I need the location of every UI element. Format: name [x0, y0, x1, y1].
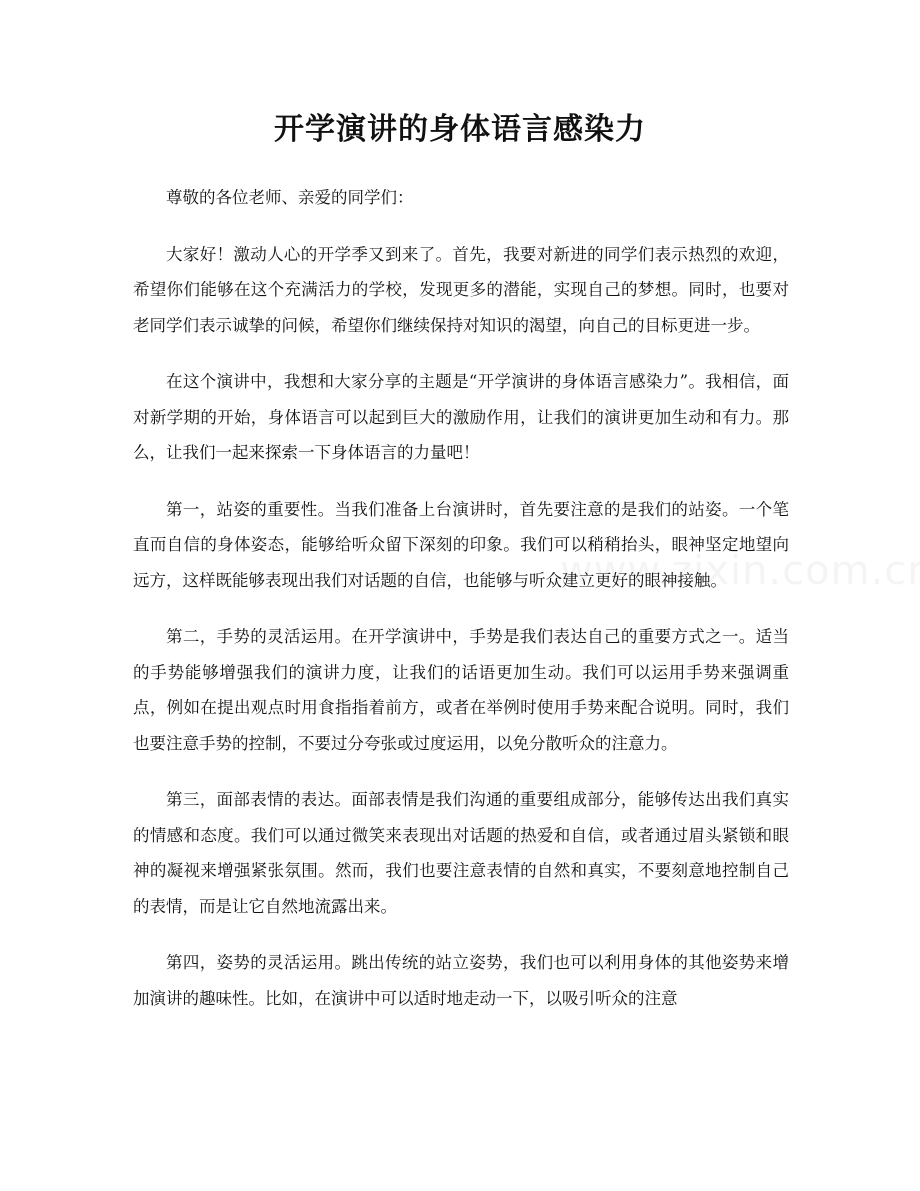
paragraph-facial-expression: 第三，面部表情的表达。面部表情是我们沟通的重要组成部分，能够传达出我们真实的情感和态度。我们可以通过微笑来表现出对话题的热爱和自信，或者通过眉头紧锁和眼神的凝视来增强紧张氛围。然而，我们也要注意表情的自然和真实，不要刻意地控制自己的表情，而是让它自然地流露出来。 — [133, 790, 789, 916]
paragraph-greeting: 大家好！激动人心的开学季又到来了。首先，我要对新进的同学们表示热烈的欢迎，希望你们能够在这个充满活力的学校，发现更多的潜能，实现自己的梦想。同时，也要对老同学们表示诚挚的问候，希望你们继续保持对知识的渴望，向自己的目标更进一步。 — [133, 244, 789, 335]
paragraph-gestures: 第二，手势的灵活运用。在开学演讲中，手势是我们表达自己的重要方式之一。适当的手势能够增强我们的演讲力度，让我们的话语更加生动。我们可以运用手势来强调重点，例如在提出观点时用食指指着前方，或者在举例时使用手势来配合说明。同时，我们也要注意手势的控制，不要过分夸张或过度运用，以免分散听众的注意力。 — [133, 627, 789, 753]
document-title: 开学演讲的身体语言感染力 — [274, 112, 646, 147]
salutation: 尊敬的各位老师、亲爱的同学们： — [166, 188, 414, 207]
document-body — [133, 180, 789, 1037]
paragraph-posture: 第一，站姿的重要性。当我们准备上台演讲时，首先要注意的是我们的站姿。一个笔直而自信的身体姿态，能够给听众留下深刻的印象。我们可以稍稍抬头，眼神坚定地望向远方，这样既能够表现出我们对话题的自信，也能够与听众建立更好的眼神接触。 — [133, 499, 789, 590]
paragraph-movement: 第四，姿势的灵活运用。跳出传统的站立姿势，我们也可以利用身体的其他姿势来增加演讲的趣味性。比如，在演讲中可以适时地走动一下，以吸引听众的注意 — [133, 953, 789, 1008]
paragraph-topic: 在这个演讲中，我想和大家分享的主题是“开学演讲的身体语言感染力”。我相信，面对新学期的开始，身体语言可以起到巨大的激励作用，让我们的演讲更加生动和有力。那么，让我们一起来探索一下身体语言的力量吧！ — [133, 372, 789, 462]
